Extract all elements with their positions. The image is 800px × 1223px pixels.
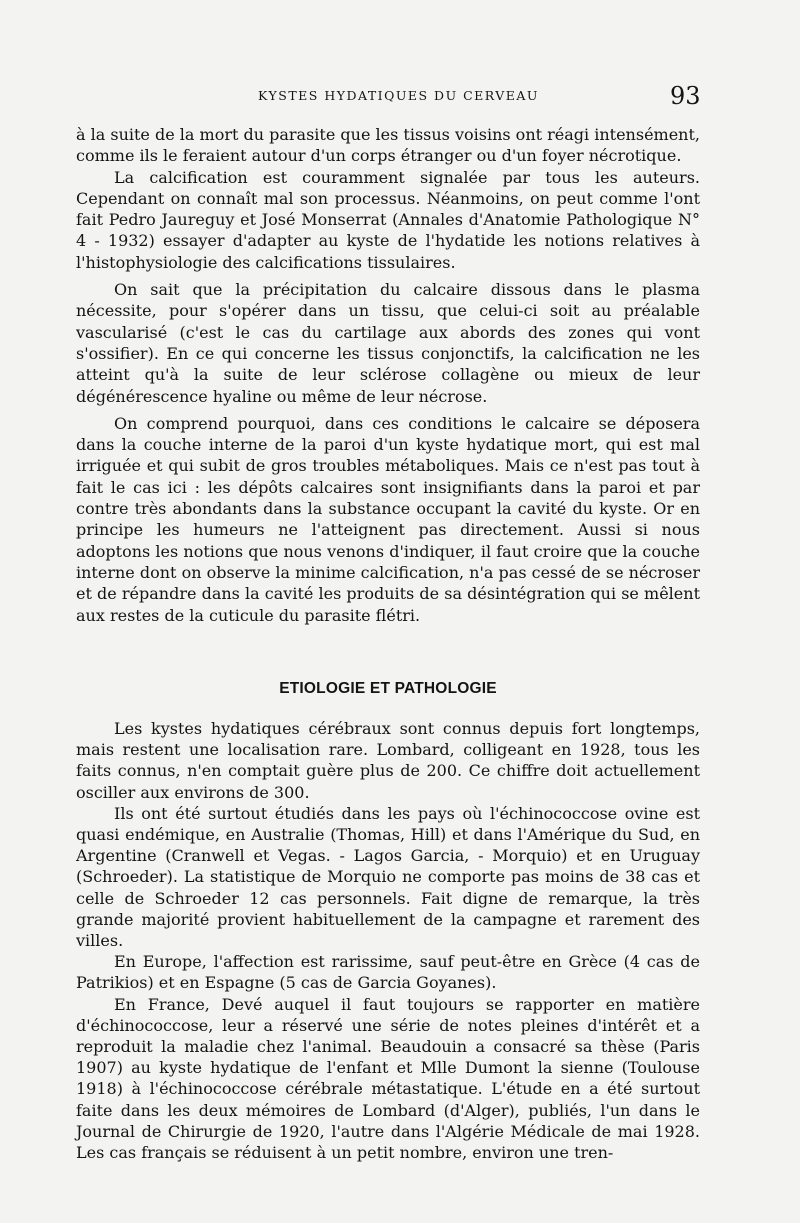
paragraph-europe: En Europe, l'affection est rarissime, sauf peut-être en Grèce (4 cas de Patrikios) et en Espagne (5 cas de Garcia Goyanes). <box>76 952 700 993</box>
page-header <box>0 82 800 110</box>
section-heading: ETIOLOGIE ET PATHOLOGIE <box>279 680 497 697</box>
page-number: 93 <box>670 82 701 110</box>
body-text-top <box>76 124 700 626</box>
paragraph-calcification: La calcification est couramment signalée par tous les auteurs. Cependant on connaît mal son processus. Néanmoins, on peut comme l'ont fait Pedro Jaureguy et José Monserrat (Annales d'Anatomie Pathologique N° 4 - 1932) essayer d'adapter au kyste de l'hydatide les notions relatives à l'histophysiologie des calcifications tissulaires. <box>76 167 700 272</box>
running-title: KYSTES HYDATIQUES DU CERVEAU <box>258 88 539 103</box>
paragraph-continued: à la suite de la mort du parasite que les tissus voisins ont réagi intensément, comme ils le feraient autour d'un corps étranger ou d'un foyer nécrotique. <box>76 125 700 166</box>
paragraph-precipitation: On sait que la précipitation du calcaire dissous dans le plasma nécessite, pour s'opérer dans un tissu, que celui-ci soit au préalable vascularisé (c'est le cas du cartilage aux abords des zones qui vont s'ossifier). En ce qui concerne les tissus conjonctifs, la calcification ne les atteint qu'à la suite de leur sclérose collagène ou mieux de leur dégénérescence hyaline ou même de leur nécrose. <box>76 280 700 406</box>
paragraph-pays: Ils ont été surtout étudiés dans les pays où l'échinococcose ovine est quasi endémique, en Australie (Thomas, Hill) et dans l'Amérique du Sud, en Argentine (Cranwell et Vegas. - Lagos Garcia, - Morquio) et en Uruguay (Schroeder). La statistique de Morquio ne comporte pas moins de 38 cas et celle de Schroeder 12 cas personnels. Fait digne de remarque, la très grande majorité provient habituellement de la campagne et rarement des villes. <box>76 803 700 951</box>
paragraph-comprehension: On comprend pourquoi, dans ces conditions le calcaire se déposera dans la couche interne de la paroi d'un kyste hydatique mort, qui est mal irriguée et qui subit de gros troubles métaboliques. Mais ce n'est pas tout à fait le cas ici : les dépôts calcaires sont insignifiants dans la paroi et par contre très abondants dans la substance occupant la cavité du kyste. Or en principe les humeurs ne l'atteignent pas directement. Aussi si nous adoptons les notions que nous venons d'indiquer, il faut croire que la couche interne dont on observe la minime calcification, n'a pas cessé de se nécroser et de répandre dans la cavité les produits de sa désintégration qui se mêlent aux restes de la cuticule du parasite flétri. <box>76 413 700 625</box>
paragraph-france: En France, Devé auquel il faut toujours se rapporter en matière d'échinococcose, leur a réservé une série de notes pleines d'intérêt et a reproduit la maladie chez l'animal. Beaudouin a consacré sa thèse (Paris 1907) au kyste hydatique de l'enfant et Mlle Dumont la sienne (Toulouse 1918) à l'échinococcose cérébrale métastatique. L'étude en a été surtout faite dans les deux mémoires de Lombard (d'Alger), publiés, l'un dans le Journal de Chirurgie de 1920, l'autre dans l'Algérie Médicale de mai 1928. Les cas français se réduisent à un petit nombre, environ une tren- <box>76 994 700 1163</box>
paragraph-kystes-cerebraux: Les kystes hydatiques cérébraux sont connus depuis fort longtemps, mais restent une localisation rare. Lombard, colligeant en 1928, tous les faits connus, n'en comptait guère plus de 200. Ce chiffre doit actuellement osciller aux environs de 300. <box>76 719 700 802</box>
body-text-etiologie <box>76 718 700 1163</box>
